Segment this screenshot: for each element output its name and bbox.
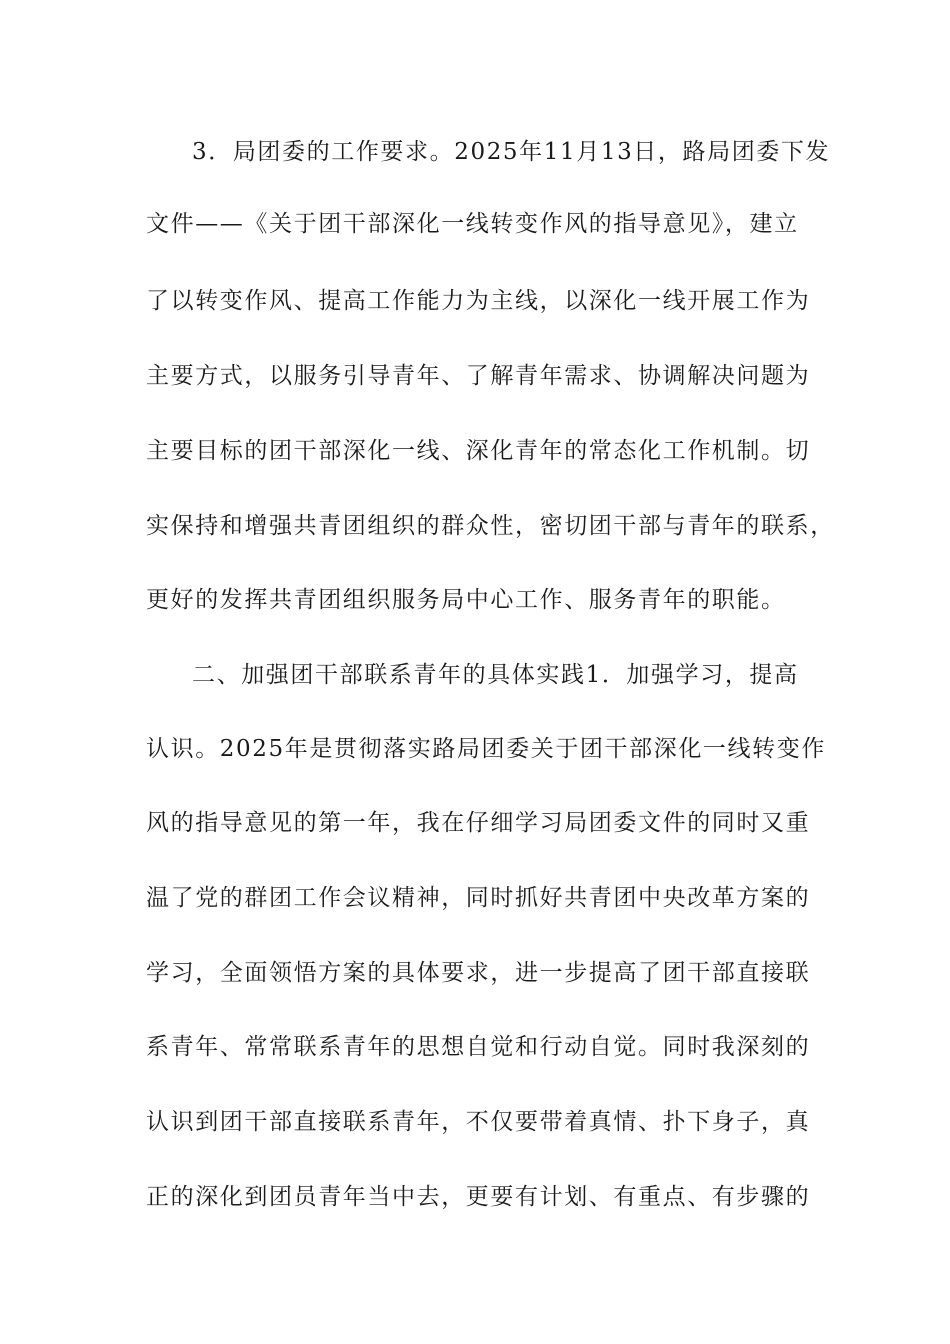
- paragraph-line: 认识。2025年是贯彻落实路局团委关于团干部深化一线转变作: [146, 736, 826, 762]
- paragraph-line: 3．局团委的工作要求。2025年11月13日，路局团委下发: [192, 139, 831, 165]
- paragraph-line: 更好的发挥共青团组织服务局中心工作、服务青年的职能。: [146, 587, 786, 613]
- paragraph-line: 二、加强团干部联系青年的具体实践1．加强学习，提高: [192, 662, 799, 688]
- paragraph-line: 温了党的群团工作会议精神，同时抓好共青团中央改革方案的: [146, 885, 811, 911]
- paragraph-line: 主要目标的团干部深化一线、深化青年的常态化工作机制。切: [146, 438, 811, 464]
- paragraph-line: 系青年、常常联系青年的思想自觉和行动自觉。同时我深刻的: [146, 1034, 811, 1060]
- paragraph-line: 正的深化到团员青年当中去，更要有计划、有重点、有步骤的: [146, 1184, 811, 1210]
- paragraph-line: 实保持和增强共青团组织的群众性，密切团干部与青年的联系，: [146, 513, 835, 539]
- paragraph-line: 风的指导意见的第一年，我在仔细学习局团委文件的同时又重: [146, 810, 811, 836]
- paragraph-line: 主要方式，以服务引导青年、了解青年需求、协调解决问题为: [146, 363, 811, 389]
- paragraph-line: 认识到团干部直接联系青年，不仅要带着真情、扑下身子，真: [146, 1109, 811, 1135]
- paragraph-line: 了以转变作风、提高工作能力为主线，以深化一线开展工作为: [146, 288, 811, 314]
- paragraph-line: 文件——《关于团干部深化一线转变作风的指导意见》，建立: [146, 211, 799, 237]
- paragraph-line: 学习，全面领悟方案的具体要求，进一步提高了团干部直接联: [146, 960, 811, 986]
